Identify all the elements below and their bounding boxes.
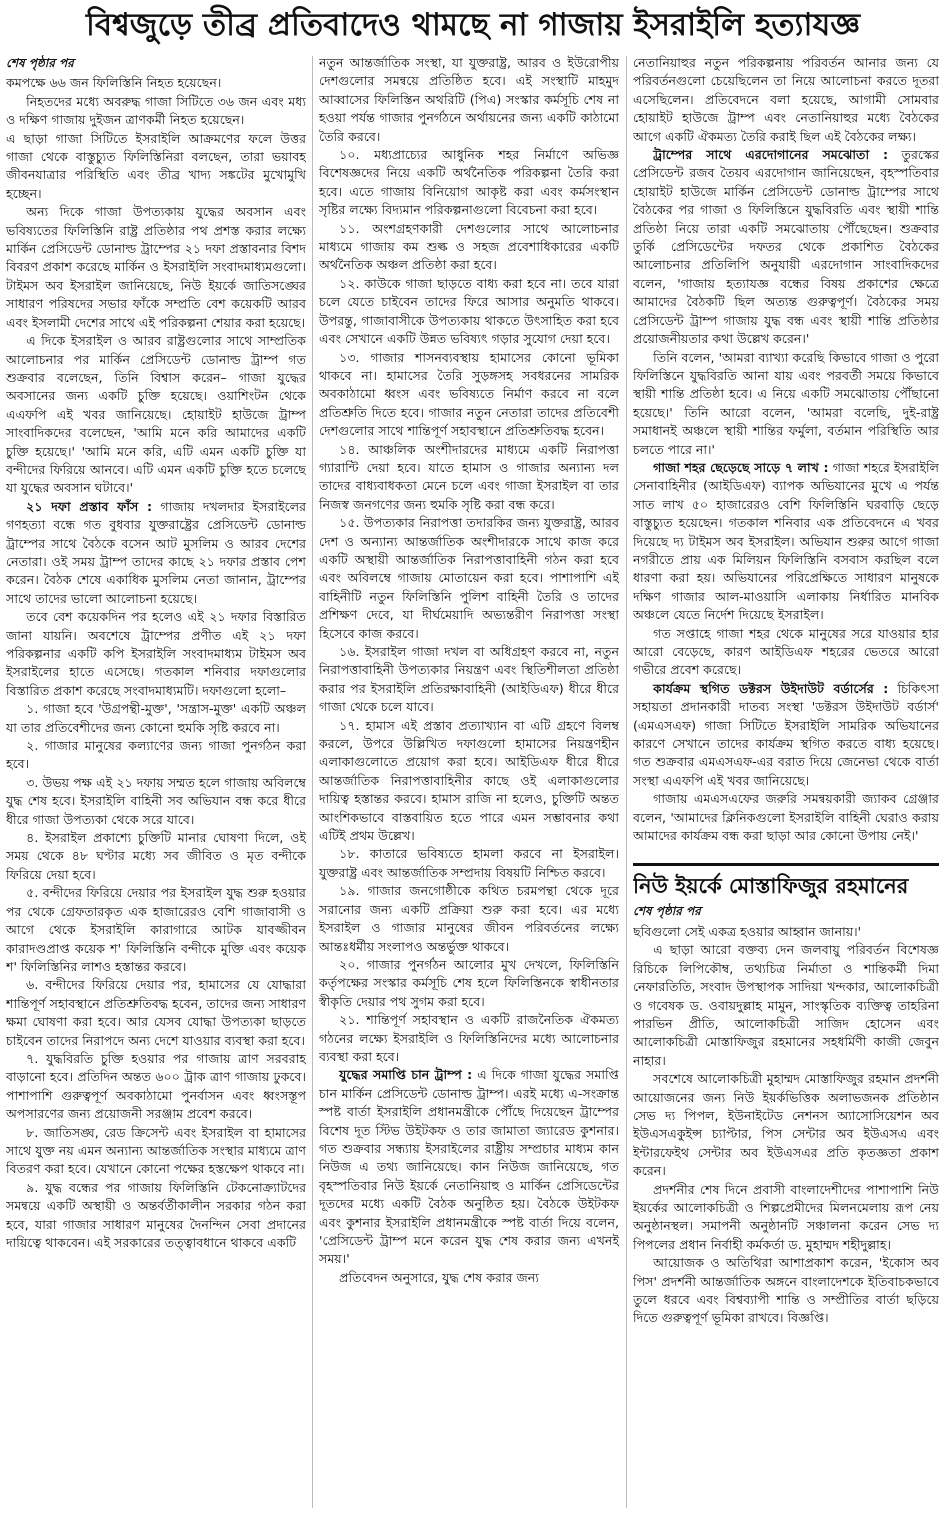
column-3 — [633, 54, 939, 1512]
paragraph-text: ১৫. উপত্যকার নিরাপত্তা তদারকির জন্য যুক্তরাষ্ট্র, আরব দেশ ও অন্যান্য আন্তর্জাতিক অংশীদারকে সাথে কাজ করে একটি অস্থায়ী আন্তর্জাতিক নিরাপত্তাবাহিনী গঠন করা হবে এবং অবিলম্বে গাজায় মোতায়েন করা হবে। পাশাপাশি এই বাহিনীটি নতুন ফিলিস্তিনি পুলিশ বাহিনী তৈরি ও তাদের প্রশিক্ষণ দেবে, যা দীর্ঘমেয়াদি অভ্যন্তরীণ নিরাপত্তা সংস্থা হিসেবে কাজ করবে। — [319, 515, 619, 641]
article-paragraph — [633, 459, 939, 625]
paragraph-text: তবে বেশ কয়েকদিন পর হলেও এই ২১ দফার বিস্তারিত জানা যায়নি। অবশেষে ট্রাম্পের প্রণীত এই ২১ দফা পরিকল্পনার একটি কপি ইসরাইলি সংবাদমাধ্যম টাইমস অব ইসরাইলের হাতে এসেছে। গতকাল শনিবার দফাগুলোর বিস্তারিত প্রকাশ করেছে সংবাদমাধ্যমটি। দফাগুলো হলো– — [6, 609, 306, 698]
article-paragraph — [6, 884, 306, 976]
paragraph-text: সবশেষে আলোকচিত্রী মুহাম্মদ মোস্তাফিজুর রহমান প্রদর্শনী আয়োজনের জন্য নিউ ইয়র্কভিত্তিক অলাভজনক প্রতিষ্ঠান সেভ দ্য পিপল, ইউনাইটেড নেশনস অ্যাসোসিয়েশন অব ইউএসএকুইন্স চ্যাপ্টার, পিস সেন্টার অব ইউএসএ এবং ইন্টারফেইথ সেন্টার অব ইউএসএর প্রতি কৃতজ্ঞতা প্রকাশ করেন। — [633, 1071, 939, 1179]
paragraph-text: তিনি বলেন, 'আমরা ব্যাখ্যা করেছি কিভাবে গাজা ও পুরো ফিলিস্তিনে যুদ্ধবিরতি আনা যায় এবং পরবর্তী সময়ে কিভাবে স্থায়ী শান্তি প্রতিষ্ঠা হবে। এ নিয়ে একটি সমঝোতায় পৌঁছানো হয়েছে।' তিনি আরো বলেন, 'আমরা বলেছি, দুই-রাষ্ট্র সমাধানই অঞ্চলে স্থায়ী শান্তির ফর্মুলা, বর্তমান পরিস্থিতি আর চলতে পারে না।' — [633, 349, 939, 457]
article-paragraph — [6, 774, 306, 829]
paragraph-text: ৭. যুদ্ধবিরতি চুক্তি হওয়ার পর গাজায় ত্রাণ সরবরাহ বাড়ানো হবে। প্রতিদিন অন্তত ৬০০ ট্রাক ত্রাণ গাজায় ঢুকবে। পাশাপাশি গুরুত্বপূর্ণ অবকাঠামো পুনর্বাসন এবং ধ্বংসস্তূপ অপসারণের জন্য প্রয়োজনী সরঞ্জাম প্রবেশ করবে। — [6, 1050, 306, 1122]
paragraph-text: ১৭. হামাস এই প্রস্তাব প্রত্যাখ্যান বা এটি গ্রহণে বিলম্ব করলে, উপরে উল্লিখিত দফাগুলো হামাসের নিয়ন্ত্রণহীন এলাকাগুলোতে প্রয়োগ করা হবে। আইডিএফ ধীরে ধীরে আন্তর্জাতিক নিরাপত্তাবাহিনীর কাছে ওই এলাকাগুলোর দায়িত্ব হস্তান্তর করবে। হামাস রাজি না হলেও, চুক্তিটি অন্তত আংশিকভাবে বাস্তবায়িত হতে পারে এমন সম্ভাবনার কথা এটিই প্রথম উল্লেখ। — [319, 717, 619, 844]
paragraph-text: ১৪. আঞ্চলিক অংশীদারদের মাধ্যমে একটি নিরাপত্তা গ্যারান্টি দেয়া হবে। যাতে হামাস ও গাজার অন্যান্য দল তাদের বাধ্যবাধকতা মেনে চলে এবং গাজা ইসরাইল বা তার নিজস্ব জনগণের জন্য হুমকি সৃষ্টি করা বন্ধ করে। — [319, 441, 619, 512]
article-paragraph — [319, 845, 619, 882]
paragraph-text: তুরস্কের প্রেসিডেন্ট রজব তৈয়ব এরদোগান জানিয়েছেন, বৃহস্পতিবার হোয়াইট হাউজে মার্কিন প্রেসিডেন্ট ডোনাল্ড ট্রাম্পের সাথে বৈঠকের পর গাজা ও ফিলিস্তিনে যুদ্ধবিরতি এবং স্থায়ী শান্তি প্রতিষ্ঠা নিয়ে তারা একটি সমঝোতায় পৌঁছেছেন। শুক্রবার তুর্কি প্রেসিডেন্টের দফতর থেকে প্রকাশিত বৈঠকের আলোচনার প্রতিলিপি অনুযায়ী এরদোগান সাংবাদিকদের বলেন, 'গাজায় হত্যাযজ্ঞ বন্ধের বিষয় প্রকাশের ক্ষেত্রে আমাদের বৈঠকটি ছিল অত্যন্ত গুরুত্বপূর্ণ। বৈঠকের সময় প্রেসিডেন্ট ট্রাম্প গাজায় যুদ্ধ বন্ধ এবং স্থায়ী শান্তি প্রতিষ্ঠার প্রয়োজনীয়তার কথা উল্লেখ করেন।' — [633, 147, 939, 347]
article-paragraph — [6, 130, 306, 204]
subheading-lead: ট্রাম্পের সাথে এরদোগানের সমঝোতা : — [653, 147, 889, 163]
article-paragraph — [6, 1179, 306, 1253]
column-divider — [626, 56, 627, 1508]
article-paragraph — [6, 332, 306, 498]
paragraph-text: প্রদর্শনীর শেষ দিনে প্রবাসী বাংলাদেশীদের পাশাপাশি নিউ ইয়র্কের আলোকচিত্রী ও শিল্পপ্রেমীদের মিলনমেলায় রূপ নেয় অনুষ্ঠানস্থল। সমাপনী অনুষ্ঠানটি সঞ্চালনা করেন সেভ দ্য পিপলের প্রধান নির্বাহী কর্মকর্তা ড. মুহাম্মদ শহীদুল্লাহ। — [633, 1181, 939, 1252]
article-paragraph — [633, 1181, 939, 1255]
paragraph-text: গাজায় দখলদার ইসরাইলের গণহত্যা বন্ধে গত বুধবার যুক্তরাষ্ট্রের প্রেসিডেন্ট ডোনাল্ড ট্রাম্পের সাথে বৈঠকে বসেন আট মুসলিম ও আরব দেশের নেতারা। ওই সময় ট্রাম্প তাদের কাছে ২১ দফার প্রস্তাব পেশ করেন। বৈঠক শেষে একাধিক মুসলিম নেতা জানান, ট্রাম্পের সাথে তাদের ভালো আলোচনা হয়েছে। — [6, 498, 306, 606]
article-paragraph — [319, 220, 619, 275]
article-paragraph — [633, 941, 939, 1070]
paragraph-text: চিকিৎসা সহায়তা প্রদানকারী দাতব্য সংস্থা 'ডক্টরস উইদাউট বর্ডার্স' (এমএসএফ) গাজা সিটিতে ইসরাইলি সামরিক অভিযানের কারণে সেখানে তাদের কার্যক্রম স্থগিত করতে বাধ্য হয়েছে। গত শুক্রবার এমএসএফ-এর বরাত দিয়ে জেনেভা থেকে বার্তা সংস্থা এএফপি এই খবর জানিয়েছে। — [633, 680, 939, 788]
article-paragraph — [6, 74, 306, 92]
article-paragraph — [319, 54, 619, 146]
article-paragraph — [6, 976, 306, 1050]
paragraph-text: গাজায় এমএসএফের জরুরি সমন্বয়কারী জ্যাকব গ্রেঞ্জার বলেন, 'আমাদের ক্লিনিকগুলো ইসরাইলি বাহিনী ঘেরাও করায় আমাদের কার্যক্রম বন্ধ করা ছাড়া আর কোনো উপায় নেই।' — [633, 791, 939, 844]
paragraph-text: ২. গাজার মানুষের কল্যাণের জন্য গাজা পুনর্গঠন করা হবে। — [6, 738, 306, 772]
paragraph-text: এ দিকে গাজা যুদ্ধের সমাপ্তি চান মার্কিন প্রেসিডেন্ট ডোনাল্ড ট্রাম্প। এরই মধ্যে এ-সংক্রান্ত স্পষ্ট বার্তা ইসরাইলি প্রধানমন্ত্রীকে পৌঁছে দিয়েছেন ট্রাম্পের বিশেষ দূত স্টিভ উইটকফ ও তার জামাতা জ্যারেড কুশনার। গত শুক্রবার সন্ধ্যায় ইসরাইলের রাষ্ট্রীয় সম্প্রচার মাধ্যম কান নিউজ এ তথ্য জানিয়েছে। কান নিউজ জানিয়েছে, গত বৃহস্পতিবার নিউ ইয়র্কে নেতানিয়াহু ও মার্কিন প্রেসিডেন্টের দূতদের মধ্যে একটি বৈঠক অনুষ্ঠিত হয়। বৈঠকে উইটকফ এবং কুশনার ইসরাইলি প্রধানমন্ত্রীকে স্পষ্ট বার্তা দিয়ে বলেন, 'প্রেসিডেন্ট ট্রাম্প মনে করেন যুদ্ধ শেষ করার জন্য এখনই সময়।' — [319, 1067, 619, 1267]
paragraph-text: ৩. উভয় পক্ষ এই ২১ দফায় সম্মত হলে গাজায় অবিলম্বে যুদ্ধ শেষ হবে। ইসরাইলি বাহিনী সব অভিযান বন্ধ করে ধীরে ধীরে গাজা উপত্যকা থেকে সরে যাবে। — [6, 774, 306, 827]
subheading-lead: গাজা শহর ছেড়েছে সাড়ে ৭ লাখ : — [653, 459, 829, 475]
article-paragraph — [633, 790, 939, 845]
paragraph-text: ৮. জাতিসঙ্ঘ, রেড ক্রিসেন্ট এবং ইসরাইল বা হামাসের সাথে যুক্ত নয় এমন অন্যান্য আন্তর্জাতিক সংস্থার মাধ্যমে ত্রাণ বিতরণ করা হবে। যেখানে কোনো পক্ষের হস্তক্ষেপ থাকবে না। — [6, 1124, 306, 1177]
paragraph-text: ১৬. ইসরাইল গাজা দখল বা অধিগ্রহণ করবে না, নতুন নিরাপত্তাবাহিনী উপত্যকার নিয়ন্ত্রণ এবং স্থিতিশীলতা প্রতিষ্ঠা করার পর ইসরাইলি প্রতিরক্ষাবাহিনী (আইডিএফ) ধীরে ধীরে গাজা থেকে চলে যাবে। — [319, 644, 619, 715]
article-paragraph — [6, 1050, 306, 1124]
article-paragraph — [319, 146, 619, 220]
subheading-lead: কার্যক্রম স্থগিত ডক্টরস উইদাউট বর্ডার্সের : — [653, 680, 889, 696]
paragraph-text: ১৮. কাতারে ভবিষ্যতে হামলা করবে না ইসরাইল। যুক্তরাষ্ট্র এবং আন্তর্জাতিক সম্প্রদায় বিষয়টি নিশ্চিত করবে। — [319, 846, 619, 880]
paragraph-text: ১১. অংশগ্রহণকারী দেশগুলোর সাথে আলোচনার মাধ্যমে গাজায় কম শুল্ক ও সহজ প্রবেশাধিকারের একটি অর্থনৈতিক অঞ্চল প্রতিষ্ঠা করা হবে। — [319, 220, 619, 273]
paragraph-text: এ ছাড়া আরো বক্তব্য দেন জলবায়ু পরিবর্তন বিশেষজ্ঞ রিচিকে লিপিকৌম্ব, তথ্যচিত্র নির্মাতা ও শান্তিকর্মী দিমা নেফারতিতি, সংবাদ উপস্থাপক সাদিয়া খন্দকার, আলোকচিত্রী ও গবেষক ড. ওবায়দুল্লাহ মামুন, সাংস্কৃতিক ব্যক্তিত্ব তাহরিনা পারভিন প্রীতি, আলোকচিত্রী সাজিদ হোসেন এবং আলোকচিত্রী মোস্তাফিজুর রহমানের সহধর্মিণী কাজী জেবুন নাহার। — [633, 942, 939, 1068]
article-paragraph — [6, 608, 306, 700]
paragraph-text: ২১. শান্তিপূর্ণ সহাবস্থান ও একটি রাজনৈতিক ঐকমত্য গঠনের লক্ষ্যে ইসরাইলি ও ফিলিস্তিনিদের মধ্যে আলোচনার ব্যবস্থা করা হবে। — [319, 1012, 619, 1064]
article-paragraph — [633, 349, 939, 459]
article-paragraph — [319, 514, 619, 643]
article-paragraph — [633, 146, 939, 348]
article-paragraph — [319, 717, 619, 846]
paragraph-text: ছবিগুলো সেই একত্র হওয়ার আহ্বান জানায়।' — [633, 923, 862, 939]
paragraph-text: ১০. মধ্যপ্রাচ্যের আধুনিক শহর নির্মাণে অভিজ্ঞ বিশেষজ্ঞদের নিয়ে একটি অর্থনৈতিক পরিকল্পনা তৈরি করা হবে। এতে গাজায় বিনিয়োগ আকৃষ্ট করা এবং কর্মসংস্থান সৃষ্টির লক্ষ্যে বিদ্যমান পরিকল্পনাগুলো বিবেচনা করা হবে। — [319, 147, 619, 218]
paragraph-text: গাজা শহরে ইসরাইলি সেনাবাহিনীর (আইডিএফ) ব্যাপক অভিযানের মুখে এ পর্যন্ত সাত লাখ ৫০ হাজারেরও বেশি ফিলিস্তিনি ঘরবাড়ি ছেড়ে বাস্তুচ্যুত হয়েছেন। গতকাল শনিবার এক প্রতিবেদনে এ খবর দিয়েছে দ্য টাইমস অব ইসরাইল। অভিযান শুরুর আগে গাজা নগরীতে প্রায় এক মিলিয়ন ফিলিস্তিনি বসবাস করছিল বলে ধারণা করা হয়। অভিযানের পরিপ্রেক্ষিতে সাধারণ মানুষকে দক্ষিণ গাজার আল-মাওয়াসি এলাকায় নির্ধারিত মানবিক অঞ্চলে যেতে নির্দেশ দিয়েছে ইসরাইল। — [633, 459, 939, 623]
article-paragraph — [6, 700, 306, 737]
article-paragraph — [319, 349, 619, 441]
paragraph-text: অন্য দিকে গাজা উপত্যকায় যুদ্ধের অবসান এবং ভবিষ্যতের ফিলিস্তিনি রাষ্ট্র প্রতিষ্ঠার পথ প্রশস্ত করার লক্ষ্যে মার্কিন প্রেসিডেন্ট ডোনাল্ড ট্রাম্পের ২১ দফা প্রস্তাবনার বিশদ বিবরণ প্রকাশ করেছে মার্কিন ও ইসরাইলি সংবাদমাধ্যমগুলো। টাইমস অব ইসরাইল জানিয়েছে, নিউ ইয়র্কে জাতিসঙ্ঘের সাধারণ পরিষদের সভার ফাঁকে সম্প্রতি বেশ কয়েকটি আরব এবং ইসলামী দেশের সাথে এই পরিকল্পনা শেয়ার করা হয়েছে। — [6, 204, 306, 330]
paragraph-text: প্রতিবেদন অনুসারে, যুদ্ধ শেষ করার জন্য — [339, 1269, 539, 1285]
column-divider — [312, 56, 313, 1508]
paragraph-text: ২০. গাজার পুনর্গঠন আলোর মুখ দেখলে, ফিলিস্তিনি কর্তৃপক্ষের সংস্কার কর্মসূচি শেষ হলে ফিলিস্তিনকে স্বাধীনতার স্বীকৃতি দেয়ার পথ সুগম করা হবে। — [319, 956, 619, 1009]
article-paragraph — [6, 1124, 306, 1179]
paragraph-text: আয়োজক ও অতিথিরা আশাপ্রকাশ করেন, 'ইকোস অব পিস' প্রদর্শনী আন্তর্জাতিক অঙ্গনে বাংলাদেশকে ইতিবাচকভাবে তুলে ধরবে এবং বিশ্বব্যাপী শান্তি ও সম্প্রীতির বার্তা ছড়িয়ে দিতে গুরুত্বপূর্ণ ভূমিকা রাখবে। বিজ্ঞপ্তি। — [633, 1255, 939, 1326]
paragraph-text: গত সপ্তাহে গাজা শহর থেকে মানুষের সরে যাওয়ার হার আরো বেড়েছে, কারণ আইডিএফ শহরের ভেতরে আরো গভীরে প্রবেশ করেছে। — [633, 625, 939, 678]
subheading-lead: যুদ্ধের সমাপ্তি চান ট্রাম্প : — [339, 1067, 473, 1083]
page-headline: বিশ্বজুড়ে তীব্র প্রতিবাদেও থামছে না গাজায় ইসরাইলি হত্যাযজ্ঞ — [85, 7, 861, 43]
article-paragraph — [633, 1254, 939, 1328]
article-paragraph — [633, 680, 939, 790]
paragraph-text: ৯. যুদ্ধ বন্ধের পর গাজায় ফিলিস্তিনি টেকনোক্র্যাটদের সমন্বয়ে একটি অস্থায়ী ও অন্তর্বর্তীকালীন সরকার গঠন করা হবে, যারা গাজার সাধারণ মানুষের দৈনন্দিন সেবা প্রদানের দায়িত্বে থাকবেন। এই সরকারের তত্ত্বাবধানে থাকবে একটি — [6, 1179, 306, 1250]
article-paragraph — [319, 1269, 619, 1287]
continued-kicker: শেষ পৃষ্ঠার পর — [6, 56, 74, 70]
continued-kicker: শেষ পৃষ্ঠার পর — [633, 904, 701, 919]
paragraph-text: ৪. ইসরাইল প্রকাশ্যে চুক্তিটি মানার ঘোষণা দিলে, ওই সময় থেকে ৪৮ ঘণ্টার মধ্যে সব জীবিত ও মৃত বন্দীকে ফিরিয়ে দেয়া হবে। — [6, 830, 306, 882]
article-paragraph — [633, 1070, 939, 1180]
paragraph-text: কমপক্ষে ৬৬ জন ফিলিস্তিনি নিহত হয়েছেন। — [6, 75, 222, 91]
paragraph-text: এ দিকে ইসরাইল ও আরব রাষ্ট্রগুলোর সাথে সাম্প্রতিক আলোচনার পর মার্কিন প্রেসিডেন্ট ডোনাল্ড ট্রাম্প গত শুক্রবার বলেছেন, তিনি বিশ্বাস করেন– গাজা যুদ্ধের অবসানের জন্য একটি চুক্তি হয়েছে। ওয়াশিংটন থেকে এএফপি এই খবর জানিয়েছে। হোয়াইট হাউজে ট্রাম্প সাংবাদিকদের বলেছেন, 'আমি মনে করি আমাদের একটি চুক্তি হয়েছে।' 'আমি মনে করি, এটি এমন একটি চুক্তি যা বন্দীদের ফিরিয়ে আনবে। এটি এমন একটি চুক্তি হতে চলেছে যা যুদ্ধের অবসান ঘটাবে।' — [6, 333, 306, 496]
article-paragraph — [319, 956, 619, 1011]
column-2 — [319, 54, 619, 1512]
subheading-lead: ২১ দফা প্রস্তাব ফাঁস : — [26, 498, 153, 514]
article-paragraph — [319, 643, 619, 717]
paragraph-text: ১২. কাউকে গাজা ছাড়তে বাধ্য করা হবে না। তবে যারা চলে যেতে চাইবেন তাদের ফিরে আসার অনুমতি থাকবে। উপরন্তু, গাজাবাসীকে উপত্যকায় থাকতে উৎসাহিত করা হবে এবং সেখানে একটি উন্নত ভবিষ্যৎ গড়ার সুযোগ দেয়া হবে। — [319, 275, 619, 347]
second-article-headline: নিউ ইয়র্কে মোস্তাফিজুর রহমানের — [633, 863, 939, 900]
column-1 — [6, 54, 306, 1512]
article-paragraph — [319, 1011, 619, 1066]
article-paragraph — [319, 275, 619, 349]
paragraph-text: এ ছাড়া গাজা সিটিতে ইসরাইলি আক্রমণের ফলে উত্তর গাজা থেকে বাস্তুচ্যুত ফিলিস্তিনিরা বলছেন, তারা ভয়াবহ জীবনযাত্রার পরিস্থিতি এবং তীব্র খাদ্য সঙ্কটের মুখোমুখি হচ্ছেন। — [6, 130, 306, 201]
article-paragraph — [319, 882, 619, 956]
article-paragraph — [6, 737, 306, 774]
article-paragraph — [319, 441, 619, 515]
article-paragraph — [6, 498, 306, 608]
paragraph-text: নতুন আন্তর্জাতিক সংস্থা, যা যুক্তরাষ্ট্র, আরব ও ইউরোপীয় দেশগুলোর সমন্বয়ে প্রতিষ্ঠিত হবে। এই সংস্থাটি মাহমুদ আব্বাসের ফিলিস্তিন অথরিটি (পিএ) সংস্কার কর্মসূচি শেষ না হওয়া পর্যন্ত গাজার পুনর্গঠনে অর্থায়নের জন্য একটি কাঠামো তৈরি করবে। — [319, 55, 619, 144]
article-paragraph — [633, 625, 939, 680]
paragraph-text: নিহতদের মধ্যে অবরুদ্ধ গাজা সিটিতে ৩৬ জন এবং মধ্য ও দক্ষিণ গাজায় দুইজন ত্রাণকর্মী নিহত হয়েছেন। — [6, 93, 306, 128]
article-paragraph — [319, 1066, 619, 1268]
article-paragraph — [6, 829, 306, 884]
paragraph-text: ১৯. গাজার জনগোষ্ঠীকে কথিত চরমপন্থা থেকে দূরে সরানোর জন্য একটি প্রক্রিয়া শুরু করা হবে। এর মধ্যে ইসরাইল ও গাজার মানুষের জীবন পরিবর্তনের লক্ষ্যে আন্তঃধর্মীয় সংলাপও অন্তর্ভুক্ত থাকবে। — [319, 883, 619, 954]
paragraph-text: ৬. বন্দীদের ফিরিয়ে দেয়ার পর, হামাসের যে যোদ্ধারা শান্তিপূর্ণ সহাবস্থানে প্রতিশ্রুতিবদ্ধ হবেন, তাদের জন্য সাধারণ ক্ষমা ঘোষণা করা হবে। আর যেসব যোদ্ধা উপত্যকা ছাড়তে চাইবেন তাদের নিরাপদে অন্য দেশে যাওয়ার ব্যবস্থা করা হবে। — [6, 977, 306, 1048]
paragraph-text: ৫. বন্দীদের ফিরিয়ে দেয়ার পর ইসরাইল যুদ্ধ শুরু হওয়ার পর থেকে গ্রেফতারকৃত এক হাজারেরও বেশি গাজাবাসী ও আগে থেকে ইসরাইলি কারাগারে আটক যাবজ্জীবন কারাদণ্ডপ্রাপ্ত কয়েক শ' ফিলিস্তিনি বন্দীকে মুক্তি এবং কয়েক শ' ফিলিস্তিনির লাশও হস্তান্তর করবে। — [6, 885, 306, 974]
article-paragraph — [6, 203, 306, 332]
paragraph-text: ১৩. গাজার শাসনব্যবস্থায় হামাসের কোনো ভূমিকা থাকবে না। হামাসের তৈরি সুড়ঙ্গসহ সবধরনের সামরিক অবকাঠামো ধ্বংস এবং ভবিষ্যতে নির্মাণ করবে না বলে প্রতিশ্রুতি দিতে হবে। গাজার নতুন নেতারা তাদের প্রতিবেশী দেশগুলোর সাথে শান্তিপূর্ণ সহাবস্থানে প্রতিশ্রুতিবদ্ধ হবেন। — [319, 349, 619, 439]
article-paragraph — [633, 923, 939, 941]
paragraph-text: ১. গাজা হবে 'উগ্রপন্থী-মুক্ত', 'সন্ত্রাস-মুক্ত' একটি অঞ্চল যা তার প্রতিবেশীদের জন্য কোনো হুমকি সৃষ্টি করবে না। — [6, 701, 306, 735]
paragraph-text: নেতানিয়াহুর নতুন পরিকল্পনায় পরিবর্তন আনার জন্য যে পরিবর্তনগুলো চেয়েছিলেন তা নিয়ে আলোচনা করতে দূতরা এসেছিলেন। প্রতিবেদনে বলা হয়েছে, আগামী সোমবার হোয়াইট হাউজে ট্রাম্প এবং নেতানিয়াহুর মধ্যে বৈঠকের আগে একটি ঐকমত্য তৈরি করাই ছিল এই বৈঠকের লক্ষ্য। — [633, 55, 939, 144]
article-paragraph — [633, 54, 939, 146]
article-paragraph — [6, 93, 306, 130]
